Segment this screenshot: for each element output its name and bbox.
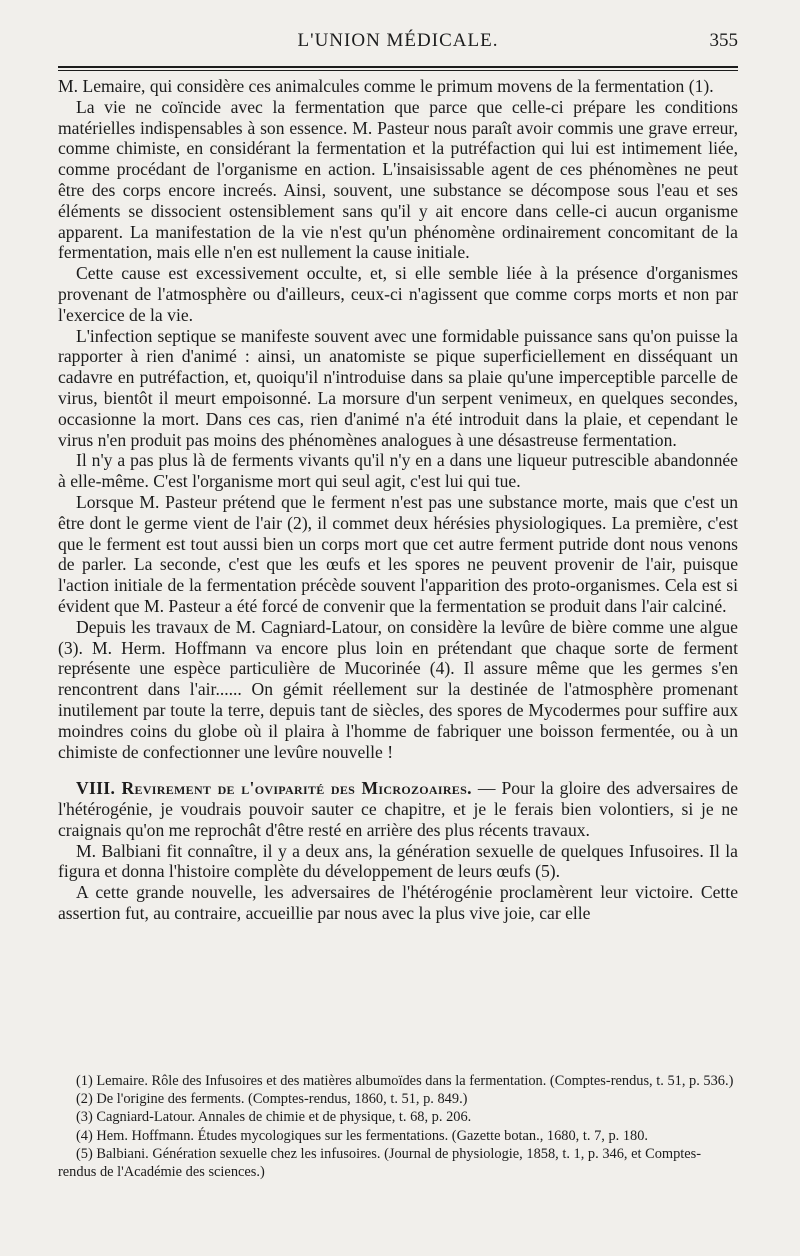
footnote: (3) Cagniard-Latour. Annales de chimie et de physique, t. 68, p. 206. — [76, 1109, 472, 1126]
paragraph: Depuis les travaux de M. Cagniard-Latour, on considère la levûre de bière comme une algue (3). M. Herm. Hoffmann va encore plus loin en prétendant que chaque sorte de ferment représente une espèce particulière de Mucorinée (4). Il assure même que les germes s'en rencontrent dans l'air...... On gémit réellement sur la destinée de l'atmosphère promenant inutilement par toute la terre, depuis tant de siècles, des spores de Mycodermes pour suffire aux moindres coins du globe où il plaira à l'homme de fabriquer une boisson fermentée, ou à un chimiste de confectionner une levûre nouvelle ! — [58, 616, 738, 762]
body-text — [58, 76, 738, 924]
paragraph: M. Balbiani fit connaître, il y a deux ans, la génération sexuelle de quelques Infusoires. Il la figura et donna l'histoire complète du développement de leurs œufs (5). — [58, 840, 738, 882]
header-rule-thin — [58, 70, 738, 71]
header-rule — [58, 66, 738, 68]
running-title: L'UNION MÉDICALE. — [297, 30, 499, 51]
page-header — [58, 30, 738, 64]
footnote: (5) Balbiani. Génération sexuelle chez les infusoires. (Journal de physiologie, 1858, t. 1, p. 346, et Comptes-rendus de l'Académie des sciences.) — [58, 1145, 702, 1181]
paragraph: Cette cause est excessivement occulte, et, si elle semble liée à la présence d'organismes provenant de l'atmosphère ou d'ailleurs, ceux-ci n'agissent que comme corps morts et non par l'exercice de la vie. — [58, 263, 738, 325]
paragraph: M. Lemaire, qui considère ces animalcules comme le primum movens de la fermentation (1). — [58, 76, 714, 96]
paragraph: Lorsque M. Pasteur prétend que le ferment n'est pas une substance morte, mais que c'est un être dont le germe vient de l'air (2), il commet deux hérésies physiologiques. La première, c'est que le ferment est tout aussi bien un corps mort que cet autre ferment putride dont nous venons de parler. La seconde, c'est que les œufs et les spores ne peuvent provenir de l'air, puisque l'action initiale de la fermentation précède souvent l'apparition des proto-organismes. Cela est si évident que M. Pasteur a été forcé de convenir que la fermentation se produit dans l'air calciné. — [58, 491, 738, 616]
footnote: (1) Lemaire. Rôle des Infusoires et des matières albumoïdes dans la fermentation. (Comptes-rendus, t. 51, p. 536.) — [76, 1073, 734, 1089]
paragraph: Il n'y a pas plus là de ferments vivants qu'il n'y en a dans une liqueur putrescible abandonnée à elle-même. C'est l'organisme mort qui seul agit, c'est lui qui tue. — [58, 450, 738, 492]
page-number: 355 — [709, 30, 738, 51]
paragraph: La vie ne coïncide avec la fermentation que parce que celle-ci prépare les conditions matérielles indispensables à son essence. M. Pasteur nous paraît avoir commis une grave erreur, comme chimiste, en considérant la fermentation et la putréfaction qui lui est intimement liée, comme procédant de l'organisme en action. L'insaisissable agent de ces phénomènes ne peut être des corps encore increés. Ainsi, souvent, une substance se décompose sous l'eau et ses éléments se dissocient ostensiblement sans qu'il y ait encore dans celle-ci aucun organisme apparent. La manifestation de la vie n'est qu'un phénomène ordinairement concomitant de la fermentation, mais elle n'en est nullement la cause initiale. — [58, 96, 738, 263]
footnote: (4) Hem. Hoffmann. Études mycologiques sur les fermentations. (Gazette botan., 1680, t. 7, p. 180. — [76, 1127, 649, 1144]
section-paragraph — [58, 778, 738, 840]
section-text: — Pour la gloire des adversaires de l'hétérogénie, je voudrais pouvoir sauter ce chapitre, et je le ferais bien volontiers, si je ne craignais qu'on me reprochât d'être resté en arrière des plus récents travaux. — [58, 778, 738, 840]
footnote: (2) De l'origine des ferments. (Comptes-rendus, 1860, t. 51, p. 849.) — [76, 1091, 468, 1108]
footnotes — [58, 1072, 738, 1181]
section-heading: VIII. Revirement de l'oviparité des Microzoaires. — [76, 778, 472, 799]
paragraph: L'infection septique se manifeste souvent avec une formidable puissance sans qu'on puisse la rapporter à rien d'animé : ainsi, un anatomiste se pique superficiellement en disséquant un cadavre en putréfaction, et, quoiqu'il n'introduise dans sa plaie qu'une imperceptible parcelle de virus, bientôt il meurt empoisonné. La morsure d'un serpent venimeux, en quelques secondes, occasionne la mort. Dans ces cas, rien d'animé n'a été introduit dans la plaie, et cependant le virus n'en produit pas moins des phénomènes analogues à une désastreuse fermentation. — [58, 325, 738, 450]
paragraph: A cette grande nouvelle, les adversaires de l'hétérogénie proclamèrent leur victoire. Cette assertion fut, au contraire, accueillie par nous avec la plus vive joie, car elle — [58, 882, 738, 924]
